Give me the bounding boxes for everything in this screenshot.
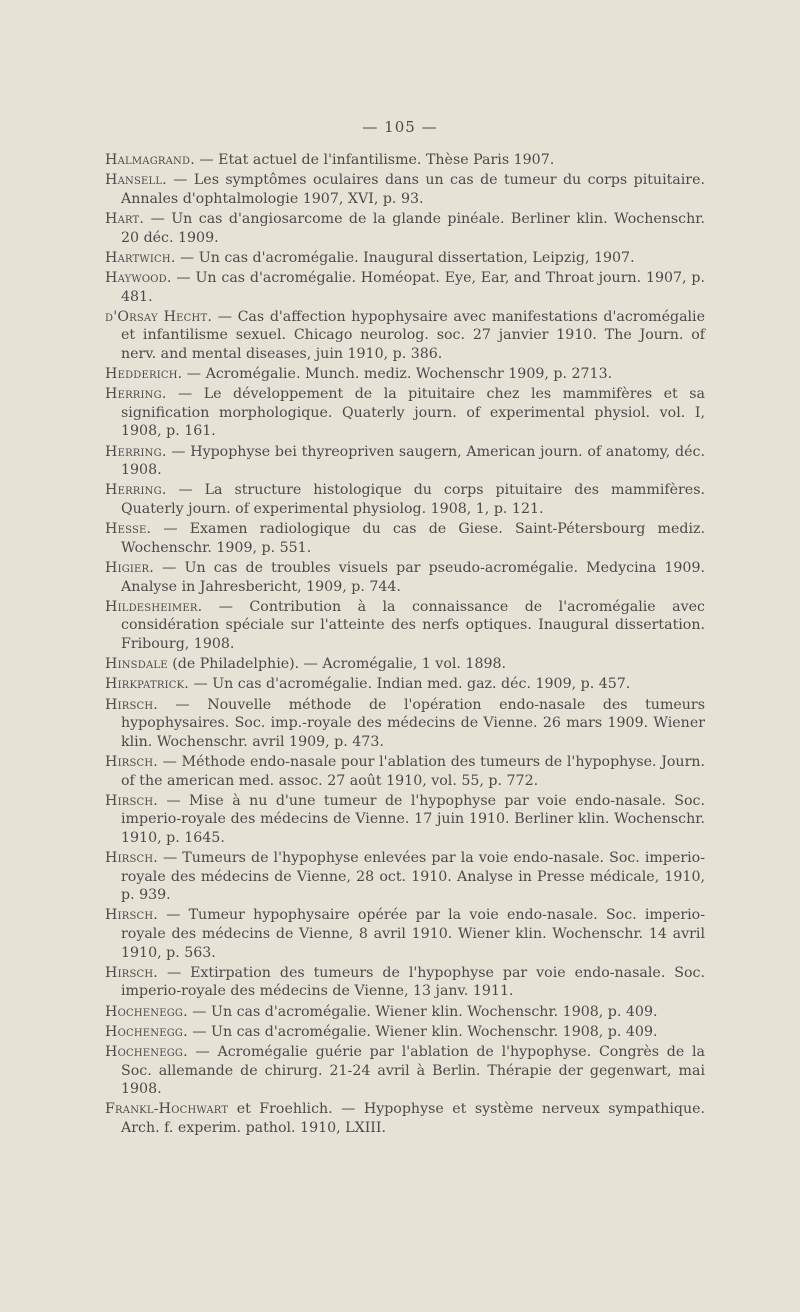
bibliography-entry [105,385,705,441]
bibliography-entry [105,753,705,790]
entry-author: Hartwich. [105,249,176,266]
entry-text: — Un cas d'acromégalie. Wiener klin. Wochenschr. 1908, p. 409. [187,1003,658,1020]
bibliography-list [105,151,705,1139]
entry-text: — Un cas d'acromégalie. Inaugural dissertation, Leipzig, 1907. [175,249,635,266]
entry-text: — Tumeurs de l'hypophyse enlevées par la voie endo-nasale. Soc. imperio-royale des médecins de Vienne, 28 oct. 1910. Analyse in Presse médicale, 1910, p. 939. [121,850,705,904]
entry-text: — Extirpation des tumeurs de l'hypophyse par voie endo-nasale. Soc. imperio-royale des médecins de Vienne, 13 janv. 1911. [121,964,705,1000]
bibliography-entry [105,1003,705,1022]
entry-text: — Nouvelle méthode de l'opération endo-nasale des tumeurs hypophysaires. Soc. imp.-royale des médecins de Vienne. 26 mars 1909. Wiener klin. Wochenschr. avril 1909, p. 473. [121,696,705,750]
entry-text: — Un cas d'acromégalie. Indian med. gaz. déc. 1909, p. 457. [189,676,631,693]
bibliography-entry [105,849,705,905]
entry-author: Halmagrand. [105,152,195,168]
entry-text: — Etat actuel de l'infantilisme. Thèse Paris 1907. [194,152,555,168]
entry-text: — Examen radiologique du cas de Giese. Saint-Pétersbourg mediz. Wochenschr. 1909, p. 551. [121,521,705,556]
entry-text: — Hypophyse bei thyreopriven saugern, American journ. of anatomy, déc. 1908. [121,443,705,479]
entry-author: Hirsch. [105,753,158,770]
entry-author: Haywood. [105,269,172,286]
entry-author: Herring. [105,386,167,403]
bibliography-entry [105,964,705,1001]
bibliography-entry [105,520,705,557]
entry-text: — Cas d'affection hypophysaire avec manifestations d'acromégalie et infantilisme sexuel. Chicago neurolog. soc. 27 janvier 1910. The Journ. of nerv. and mental diseases, juin 1910, p. 386. [121,308,705,362]
page-number: — 105 — [362,118,438,136]
bibliography-entry [105,655,705,674]
entry-author: Hinsdale [105,656,168,673]
entry-author: Hirkpatrick. [105,676,189,693]
bibliography-entry [105,1023,705,1042]
entry-text: — Un cas d'acromégalie. Wiener klin. Wochenschr. 1908, p. 409. [187,1023,658,1040]
entry-author: Hedderich. [105,366,183,383]
bibliography-entry [105,559,705,596]
bibliography-entry [105,151,705,170]
bibliography-entry [105,249,705,268]
entry-text: — Méthode endo-nasale pour l'ablation des tumeurs de l'hypophyse. Journ. of the american med. assoc. 27 août 1910, vol. 55, p. 772. [121,753,705,789]
bibliography-entry [105,675,705,694]
bibliography-entry [105,696,705,752]
entry-text: — Un cas d'angiosarcome de la glande pinéale. Berliner klin. Wochenschr. 20 déc. 1909. [121,210,705,246]
entry-text: — Acromégalie guérie par l'ablation de l'hypophyse. Congrès de la Soc. allemande de chirurg. 21-24 avril à Berlin. Thérapie der gegenwart, mai 1908. [121,1043,705,1098]
bibliography-entry [105,1100,705,1137]
entry-author: d'Orsay Hecht. [105,308,213,325]
entry-author: Hesse. [105,521,152,538]
entry-text: — Mise à nu d'une tumeur de l'hypophyse par voie endo-nasale. Soc. imperio-royale des médecins de Vienne. 17 juin 1910. Berliner klin. Wochenschr. 1910, p. 1645. [121,792,705,846]
entry-author: Frankl-Hochwart [105,1101,229,1118]
entry-text: — Tumeur hypophysaire opérée par la voie endo-nasale. Soc. imperio-royale des médecins de Vienne, 8 avril 1910. Wiener klin. Wochenschr. 14 avril 1910, p. 563. [121,907,705,961]
entry-author: Hirsch. [105,696,158,713]
bibliography-entry [105,481,705,518]
bibliography-entry [105,269,705,306]
entry-text: — La structure histologique du corps pituitaire des mammifères. Quaterly journ. of experimental physiolog. 1908, 1, p. 121. [121,482,705,518]
entry-author: Hansell. [105,172,167,189]
bibliography-entry [105,365,705,384]
entry-text: — Les symptômes oculaires dans un cas de tumeur du corps pituitaire. Annales d'ophtalmologie 1907, XVI, p. 93. [121,172,705,207]
bibliography-entry [105,443,705,480]
bibliography-entry [105,598,705,654]
entry-text: — Un cas de troubles visuels par pseudo-acromégalie. Medycina 1909. Analyse in Jahresbericht, 1909, p. 744. [121,560,705,595]
entry-text: — Acromégalie. Munch. mediz. Wochenschr 1909, p. 2713. [182,366,613,383]
entry-author: Hirsch. [105,964,158,981]
bibliography-entry [105,308,705,364]
entry-author: Hart. [105,210,145,227]
entry-author: Hochenegg. [105,1043,188,1060]
bibliography-entry [105,906,705,962]
entry-author: Hochenegg. [105,1023,188,1040]
entry-author: Hochenegg. [105,1003,188,1020]
entry-text: — Un cas d'acromégalie. Homéopat. Eye, Ear, and Throat journ. 1907, p. 481. [121,269,705,305]
bibliography-entry [105,210,705,247]
entry-text: — Le développement de la pituitaire chez les mammifères et sa signification morphologique. Quaterly journ. of experimental physiol. vol. I, 1908, p. 161. [121,386,705,440]
entry-author: Higier. [105,560,155,576]
entry-author: Hildesheimer. [105,598,203,615]
bibliography-entry [105,171,705,208]
bibliography-entry [105,1043,705,1099]
entry-author: Hirsch. [105,907,158,924]
entry-text: (de Philadelphie). — Acromégalie, 1 vol. 1898. [167,656,507,673]
entry-text: et Froehlich. — Hypophyse et système nerveux sympathique. Arch. f. experim. pathol. 1910, LXIII. [121,1101,705,1136]
entry-author: Herring. [105,443,167,460]
bibliography-entry [105,792,705,848]
entry-author: Hirsch. [105,792,158,809]
entry-author: Hirsch. [105,850,158,867]
entry-text: — Contribution à la connaissance de l'acromégalie avec considération spéciale sur l'atteinte des nerfs optiques. Inaugural dissertation. Fribourg, 1908. [121,598,705,652]
entry-author: Herring. [105,482,167,499]
